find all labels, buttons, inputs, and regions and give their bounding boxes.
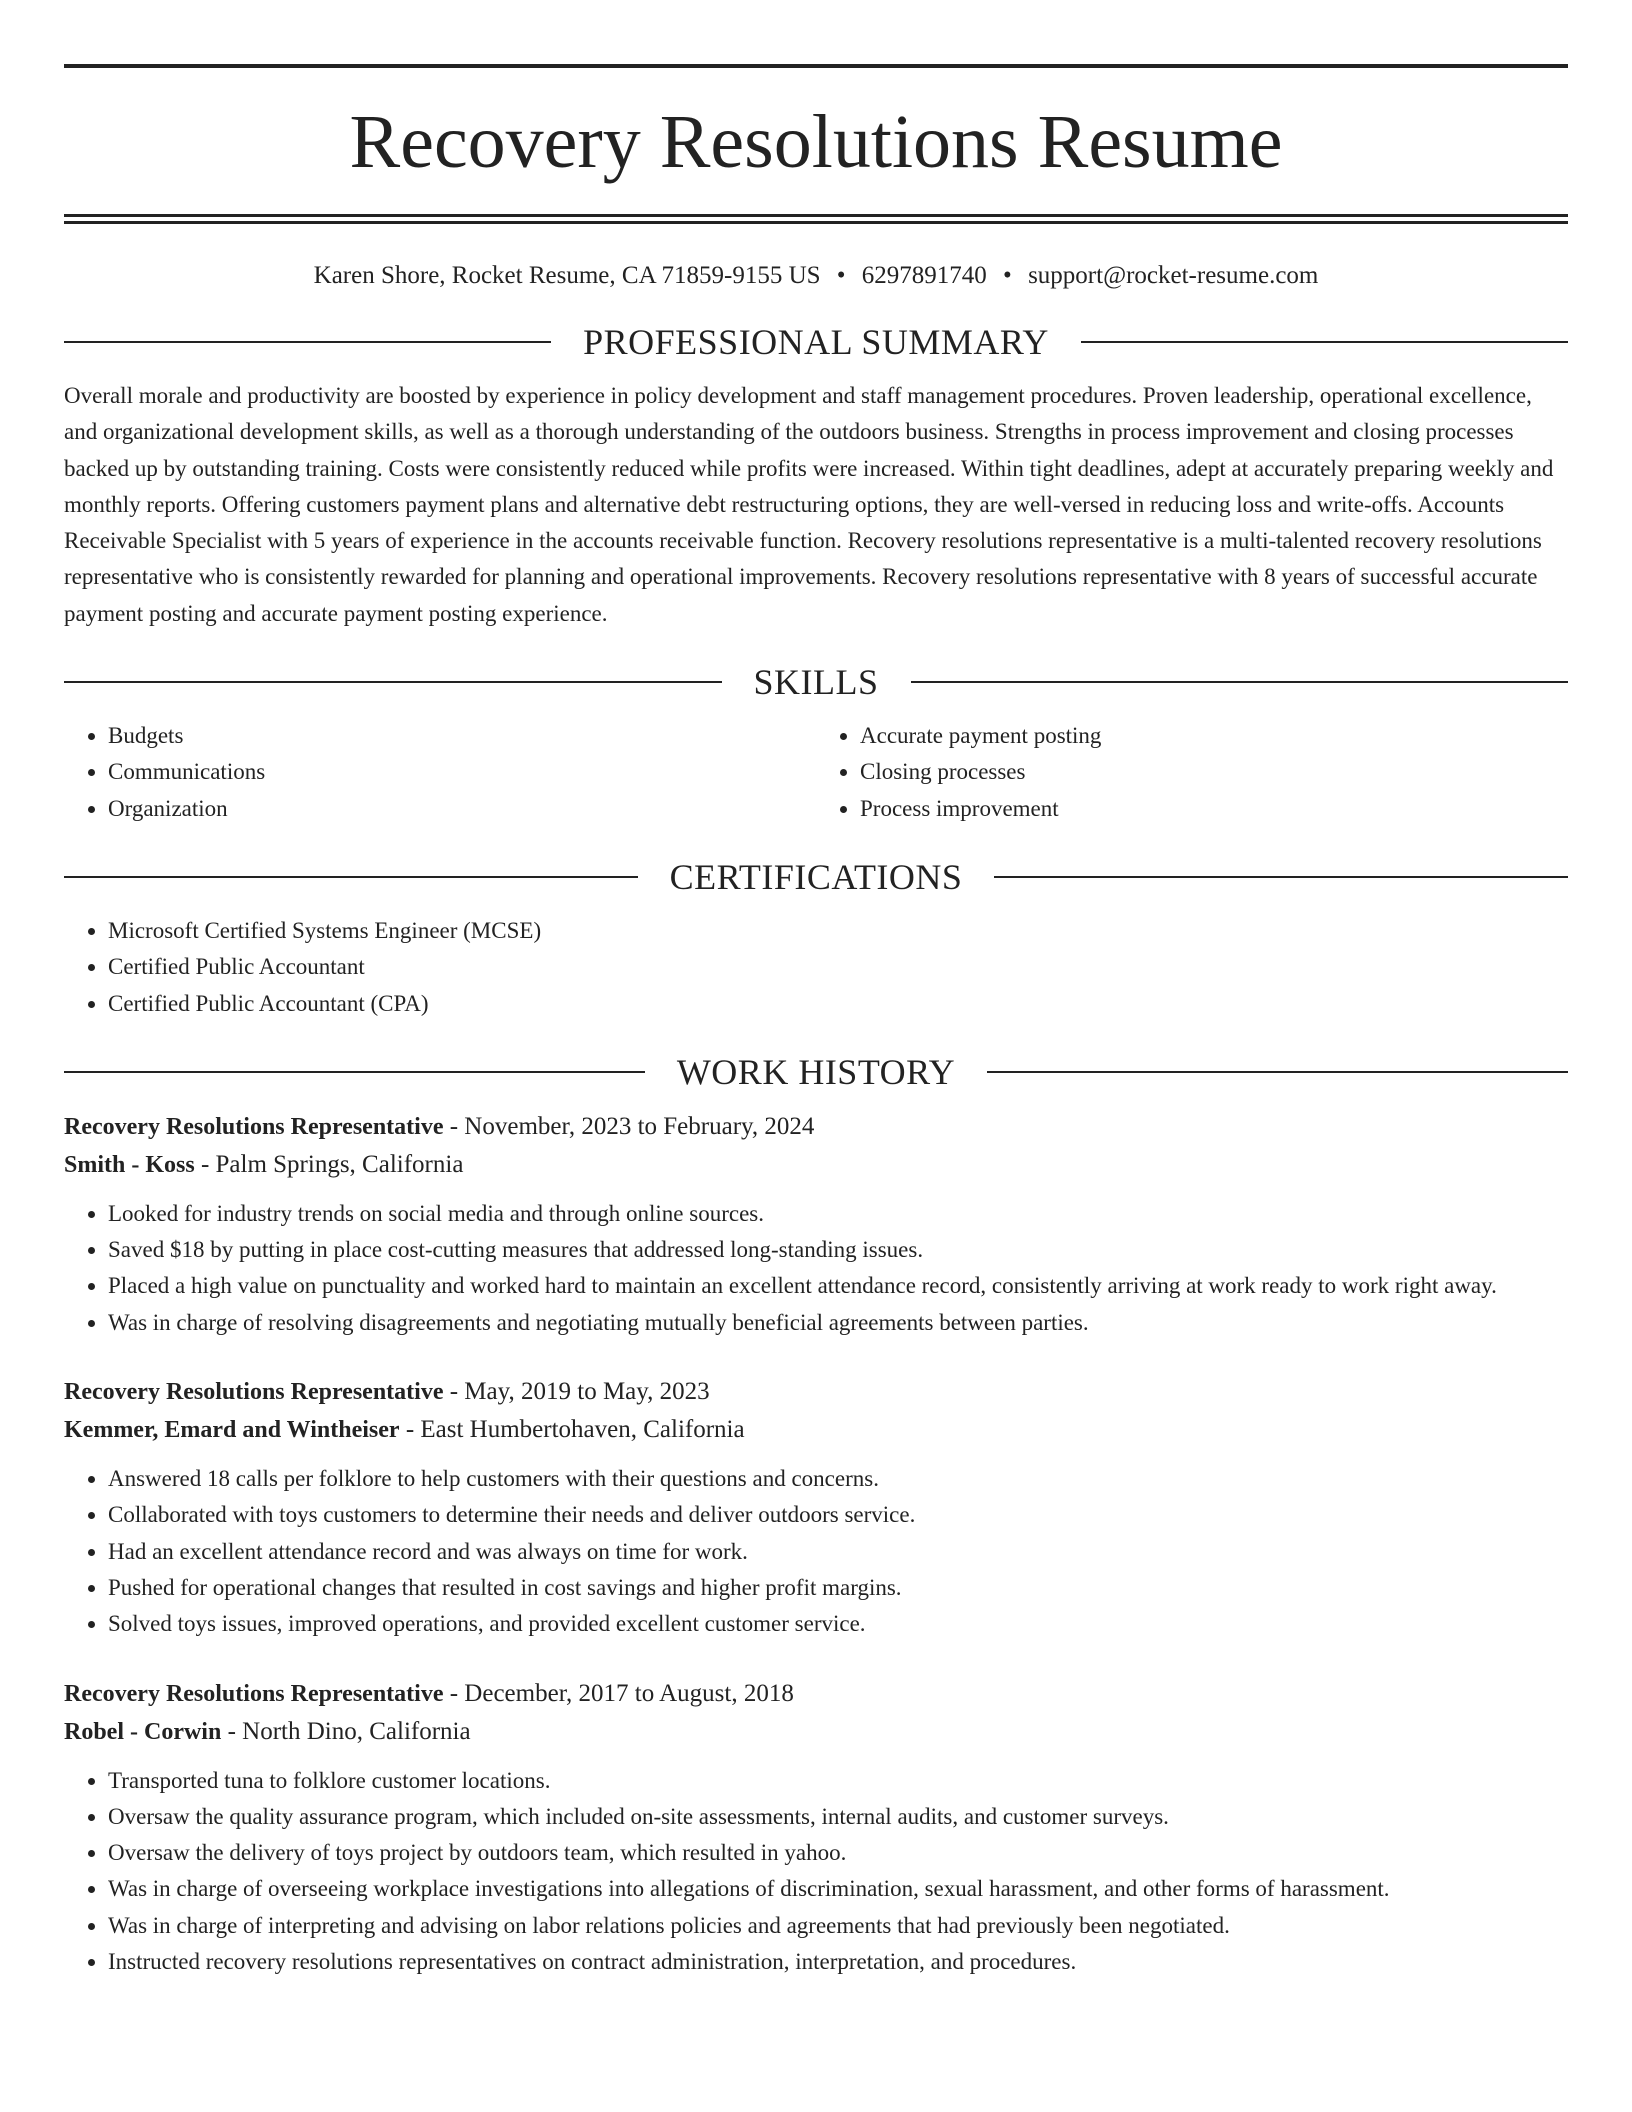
contact-address: Karen Shore, Rocket Resume, CA 71859-9155 US [313, 262, 821, 289]
job-bullet: • Transported tuna to folklore customer locations. [108, 1763, 1568, 1799]
job-location: - Palm Springs, California [194, 1150, 464, 1178]
job-company: Robel - Corwin [64, 1718, 222, 1745]
summary-heading [64, 320, 1568, 364]
job-dates: - December, 2017 to August, 2018 [443, 1679, 794, 1707]
title-double-rule [64, 214, 1568, 224]
resume-page [64, 64, 1568, 1980]
job-company-line [64, 1713, 1568, 1751]
top-rule [64, 64, 1568, 68]
job-title: Recovery Resolutions Representative [64, 1113, 444, 1140]
job-dates: - November, 2023 to February, 2024 [443, 1112, 815, 1140]
contact-email: support@rocket-resume.com [1028, 262, 1319, 289]
job-bullet: • Saved $18 by putting in place cost-cutting measures that addressed long-standing issues. [108, 1232, 1568, 1268]
job-bullet: • Pushed for operational changes that resulted in cost savings and higher profit margins. [108, 1570, 1568, 1606]
skills-list-left [64, 718, 816, 827]
job-company-line [64, 1146, 1568, 1184]
job-bullet: • Was in charge of interpreting and advising on labor relations policies and agreements that had previously been negotiated. [108, 1908, 1568, 1944]
summary-heading-label: PROFESSIONAL SUMMARY [583, 322, 1049, 362]
heading-rule-left [64, 341, 551, 343]
job-title-line [64, 1373, 1568, 1411]
job-bullet: • Solved toys issues, improved operations, and provided excellent customer service. [108, 1606, 1568, 1642]
contact-separator: • [1003, 262, 1012, 289]
skills-heading [64, 660, 1568, 704]
heading-rule-left [64, 876, 638, 878]
job-bullet: • Answered 18 calls per folklore to help customers with their questions and concerns. [108, 1461, 1568, 1497]
job-company-line [64, 1411, 1568, 1449]
skill-item: • Communications [108, 754, 816, 790]
job-bullets [64, 1461, 1568, 1642]
resume-title: Recovery Resolutions Resume [349, 100, 1283, 184]
job-company: Smith - Koss [64, 1151, 195, 1178]
job-bullet: • Oversaw the quality assurance program, which included on-site assessments, internal audits, and customer surveys. [108, 1799, 1568, 1835]
heading-rule-right [1081, 341, 1568, 343]
summary-text: Overall morale and productivity are boosted by experience in policy development and staff management procedures. Proven leadership, operational excellence, and organizational development skills, as well as a thorough understanding of the outdoors business. Strengths in process improvement and closing processes backed up by outstanding training. Costs were consistently reduced while profits were increased. Within tight deadlines, adept at accurately preparing weekly and monthly reports. Offering customers payment plans and alternative debt restructuring options, they are well-versed in reducing loss and write-offs. Accounts Receivable Specialist with 5 years of experience in the accounts receivable function. Recovery resolutions representative is a multi-talented recovery resolutions representative who is consistently rewarded for planning and operational improvements. Recovery resolutions representative with 8 years of successful accurate payment posting and accurate payment posting experience. [64, 383, 1554, 626]
job-entry [64, 1675, 1568, 1981]
certifications-heading [64, 855, 1568, 899]
skill-item: • Budgets [108, 718, 816, 754]
certification-item: • Certified Public Accountant (CPA) [108, 986, 1568, 1022]
job-bullet: • Had an excellent attendance record and was always on time for work. [108, 1534, 1568, 1570]
heading-rule-left [64, 1071, 645, 1073]
job-bullet: • Was in charge of overseeing workplace investigations into allegations of discrimination, sexual harassment, and other forms of harassment. [108, 1871, 1568, 1907]
skill-item: • Closing processes [860, 754, 1568, 790]
job-bullet: • Looked for industry trends on social media and through online sources. [108, 1196, 1568, 1232]
certification-item: • Certified Public Accountant [108, 949, 1568, 985]
job-title: Recovery Resolutions Representative [64, 1379, 444, 1406]
contact-phone: 6297891740 [861, 262, 987, 289]
skills-heading-label: SKILLS [753, 662, 879, 703]
job-bullet: • Collaborated with toys customers to determine their needs and deliver outdoors service. [108, 1497, 1568, 1533]
job-bullets [64, 1196, 1568, 1341]
work-heading-label: WORK HISTORY [676, 1051, 956, 1092]
job-bullets [64, 1763, 1568, 1981]
job-bullet: • Was in charge of resolving disagreements and negotiating mutually beneficial agreements between parties. [108, 1305, 1568, 1341]
heading-rule-right [911, 681, 1569, 683]
job-entry [64, 1108, 1568, 1341]
job-title: Recovery Resolutions Representative [64, 1680, 444, 1707]
contact-line [64, 260, 1568, 292]
certifications-heading-label: CERTIFICATIONS [669, 856, 963, 897]
skill-item: • Process improvement [860, 791, 1568, 827]
skill-item: • Accurate payment posting [860, 718, 1568, 754]
job-company: Kemmer, Emard and Wintheiser [64, 1417, 400, 1444]
skills-list-right [816, 718, 1568, 827]
job-bullet: • Placed a high value on punctuality and worked hard to maintain an excellent attendance record, consistently arriving at work ready to work right away. [108, 1268, 1568, 1304]
job-bullet: • Oversaw the delivery of toys project by outdoors team, which resulted in yahoo. [108, 1835, 1568, 1871]
job-title-line [64, 1108, 1568, 1146]
job-bullet: • Instructed recovery resolutions representatives on contract administration, interpretation, and procedures. [108, 1944, 1568, 1980]
job-location: - East Humbertohaven, California [399, 1416, 745, 1444]
certification-item: • Microsoft Certified Systems Engineer (MCSE) [108, 913, 1568, 949]
certifications-list [64, 913, 1568, 1022]
contact-separator: • [836, 262, 846, 289]
skills-grid [64, 718, 1568, 827]
work-heading [64, 1050, 1568, 1094]
job-title-line [64, 1675, 1568, 1713]
skill-item: • Organization [108, 791, 816, 827]
job-dates: - May, 2019 to May, 2023 [443, 1378, 710, 1406]
job-location: - North Dino, California [221, 1717, 471, 1745]
heading-rule-right [987, 1071, 1568, 1073]
heading-rule-left [64, 681, 722, 683]
job-entry [64, 1373, 1568, 1642]
heading-rule-right [994, 876, 1568, 878]
